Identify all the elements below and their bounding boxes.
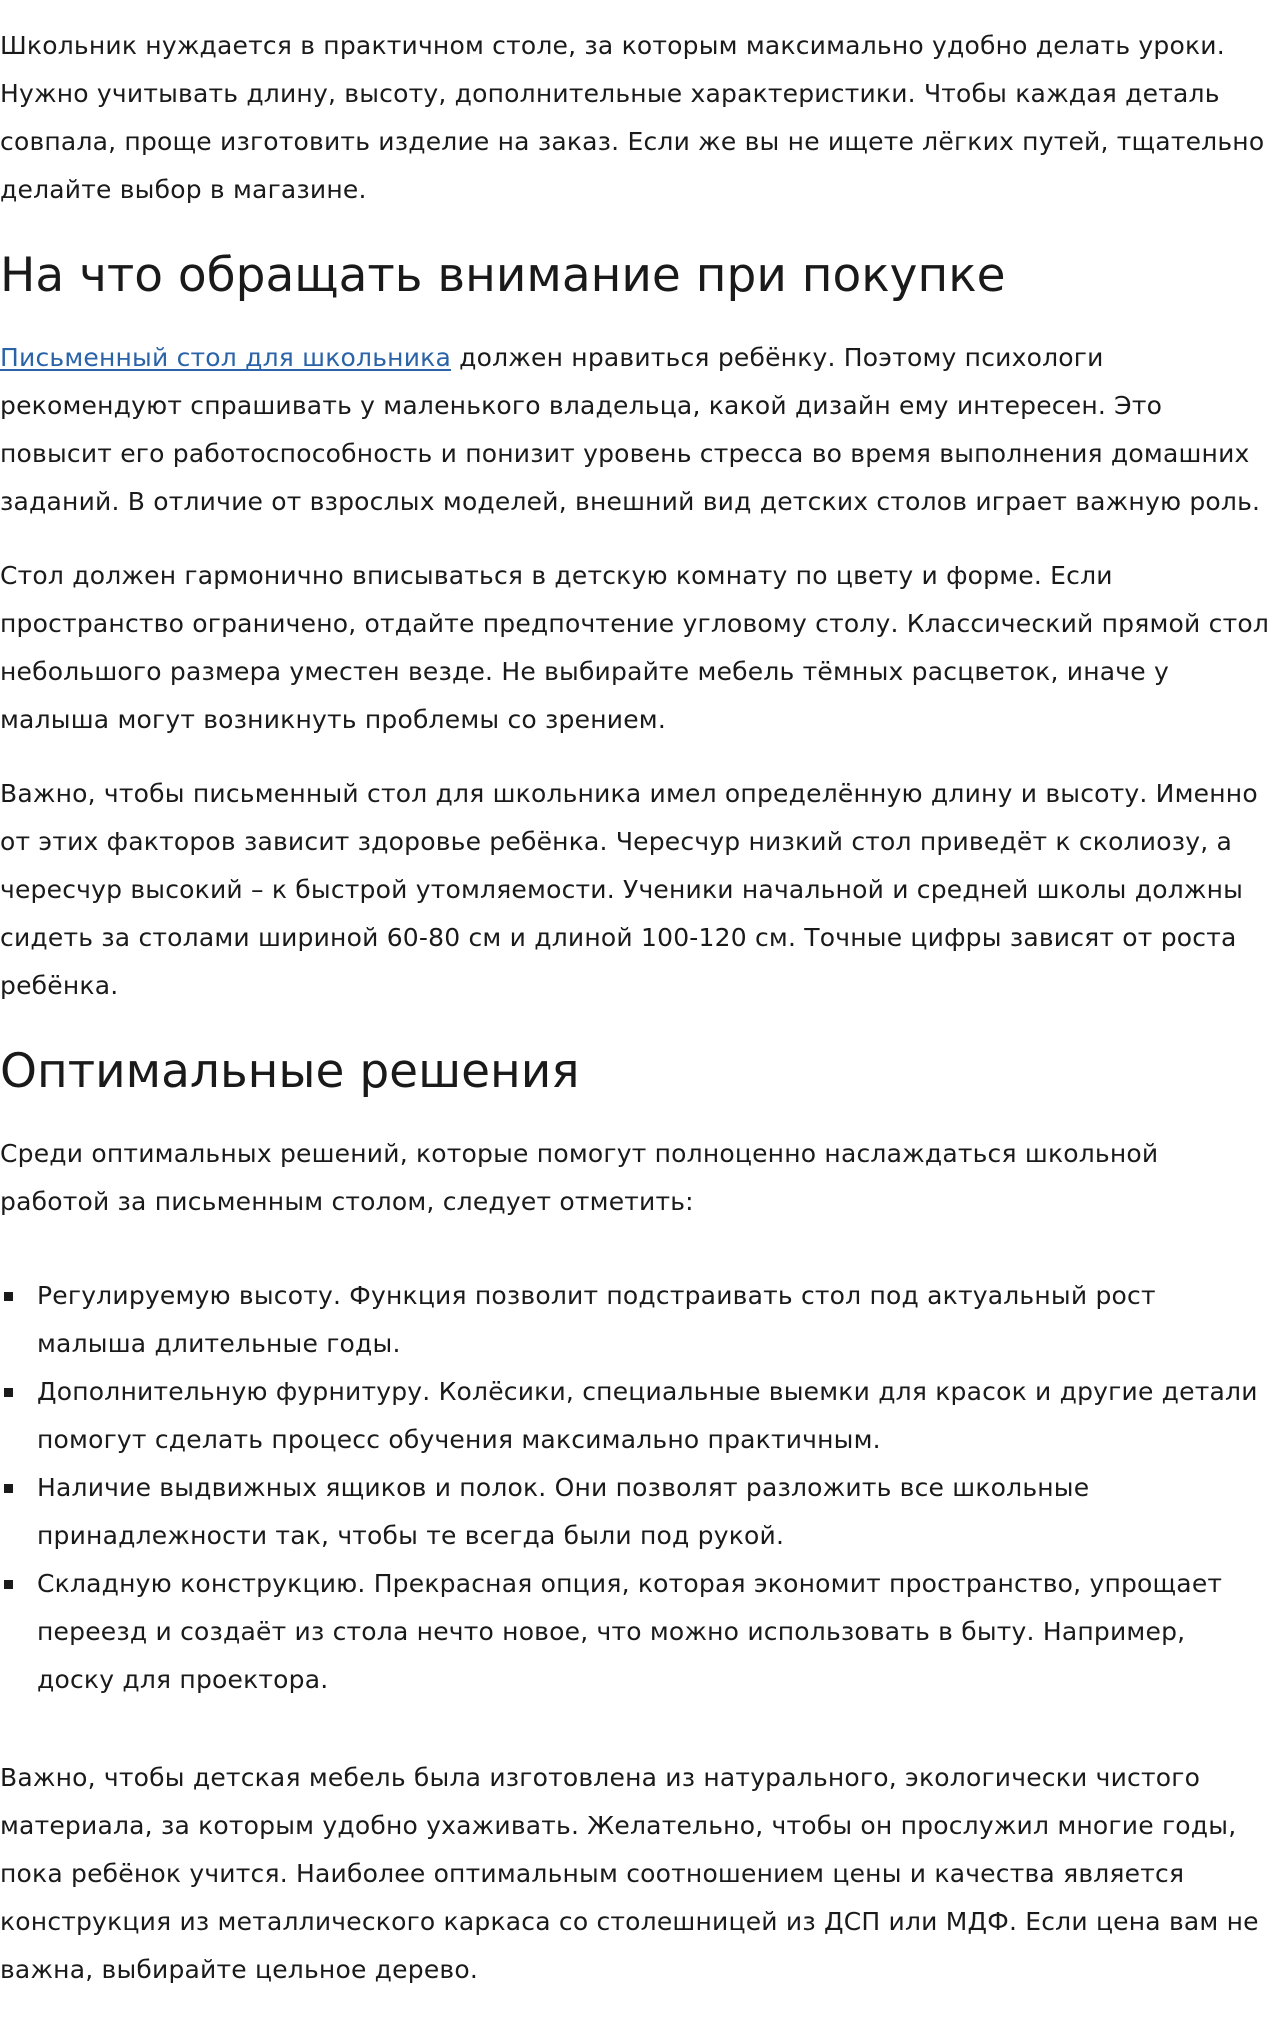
intro-paragraph: Школьник нуждается в практичном столе, за которым максимально удобно делать уроки. Нужно учитывать длину, высоту, дополнительные характеристики. Чтобы каждая деталь совпала, проще изготовить изделие на заказ. Если же вы не ищете лёгких путей, тщательно делайте выбор в магазине. [0, 31, 1265, 204]
list-item [0, 1272, 1270, 1368]
attention-paragraph-2: Стол должен гармонично вписываться в детскую комнату по цвету и форме. Если пространство ограничено, отдайте предпочтение угловому столу. Классический прямой стол небольшого размера уместен везде. Не выбирайте мебель тёмных расцветок, иначе у малыша могут возникнуть проблемы со зрением. [0, 561, 1270, 734]
features-list [0, 1272, 1270, 1704]
list-item-text: Дополнительную фурнитуру. Колёсики, специальные выемки для красок и другие детали помогут сделать процесс обучения максимально практичным. [37, 1377, 1258, 1454]
list-item-text: Складную конструкцию. Прекрасная опция, которая экономит пространство, упрощает переезд и создаёт из стола нечто новое, что можно использовать в быту. Например, доску для проектора. [37, 1569, 1223, 1694]
section-heading-attention: На что обращать внимание при покупке [0, 248, 1006, 303]
square-bullet-icon [4, 1580, 13, 1589]
attention-paragraph-1 [0, 334, 1270, 526]
list-item [0, 1368, 1270, 1464]
section-heading-solutions: Оптимальные решения [0, 1044, 580, 1099]
solutions-intro-paragraph: Среди оптимальных решений, которые помогут полноценно наслаждаться школьной работой за письменным столом, следует отметить: [0, 1139, 1159, 1216]
closing-paragraph: Важно, чтобы детская мебель была изготовлена из натурального, экологически чистого материала, за которым удобно ухаживать. Желательно, чтобы он прослужил многие годы, пока ребёнок учится. Наиболее оптимальным соотношением цены и качества является конструкция из металлического каркаса со столешницей из ДСП или МДФ. Если цена вам не важна, выбирайте цельное дерево. [0, 1763, 1259, 1984]
square-bullet-icon [4, 1484, 13, 1493]
attention-paragraph-1-text: должен нравиться ребёнку. Поэтому психологи рекомендуют спрашивать у маленького владельца, какой дизайн ему интересен. Это повысит его работоспособность и понизит уровень стресса во время выполнения домашних заданий. В отличие от взрослых моделей, внешний вид детских столов играет важную роль. [0, 343, 1261, 516]
square-bullet-icon [4, 1292, 13, 1301]
list-item-text: Регулируемую высоту. Функция позволит подстраивать стол под актуальный рост малыша длительные годы. [37, 1281, 1156, 1358]
list-item [0, 1560, 1270, 1704]
list-item [0, 1464, 1270, 1560]
attention-paragraph-3: Важно, чтобы письменный стол для школьника имел определённую длину и высоту. Именно от этих факторов зависит здоровье ребёнка. Чересчур низкий стол приведёт к сколиозу, а чересчур высокий – к быстрой утомляемости. Ученики начальной и средней школы должны сидеть за столами шириной 60-80 см и длиной 100-120 см. Точные цифры зависят от роста ребёнка. [0, 779, 1258, 1000]
square-bullet-icon [4, 1388, 13, 1397]
desk-for-schoolchild-link[interactable]: Письменный стол для школьника [0, 343, 451, 372]
list-item-text: Наличие выдвижных ящиков и полок. Они позволят разложить все школьные принадлежности так, чтобы те всегда были под рукой. [37, 1473, 1090, 1550]
